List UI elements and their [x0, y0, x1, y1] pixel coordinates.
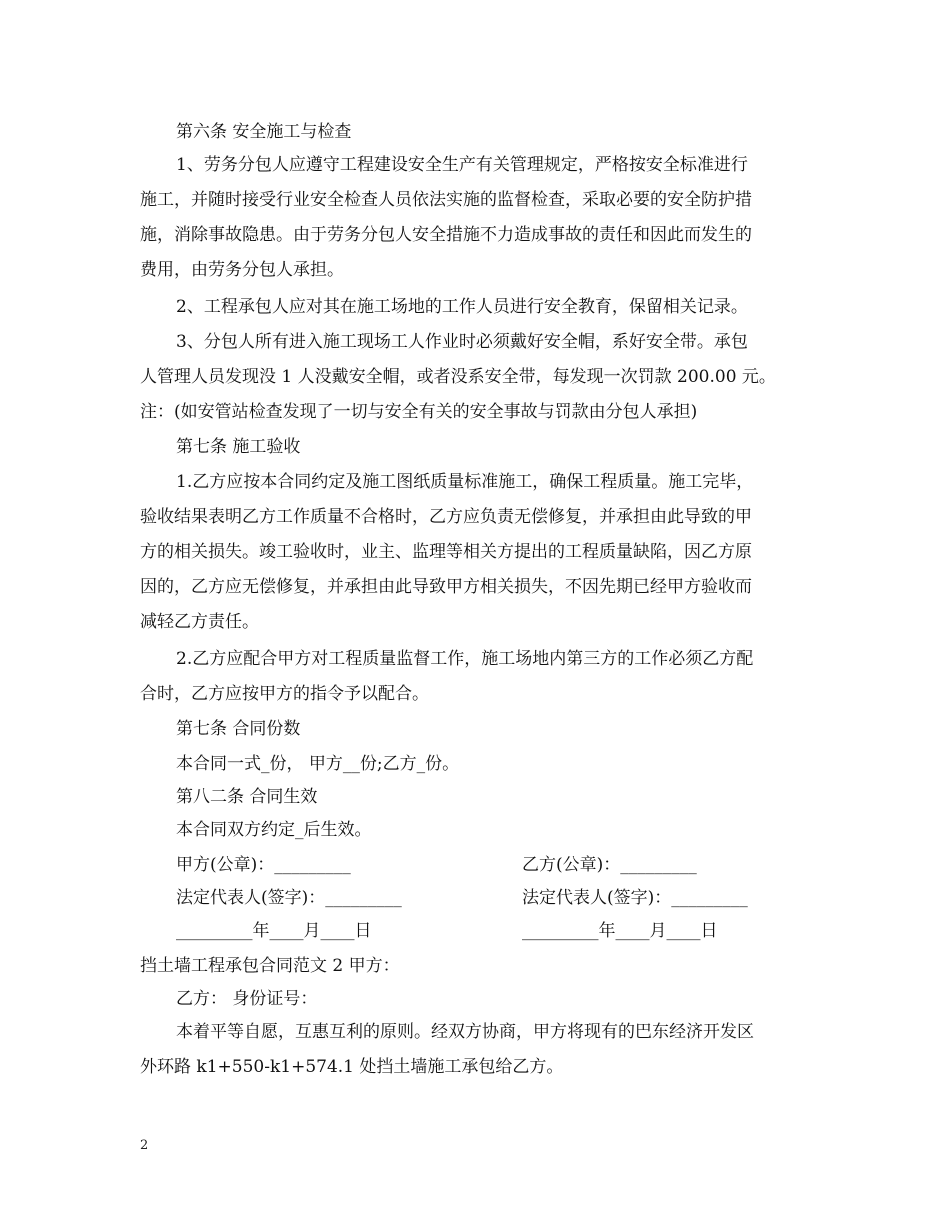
contract-2-p1-line-2: 外环路 k1+550-k1+574.1 处挡土墙施工承包给乙方。	[140, 1057, 564, 1077]
party-b-seal: 乙方(公章)：_________	[522, 855, 697, 875]
art6-p1-line-4: 费用，由劳务分包人承担。	[140, 260, 344, 280]
art7-p1-line-2: 验收结果表明乙方工作质量不合格时，乙方应负责无偿修复，并承担由此导致的甲	[140, 507, 752, 527]
art8-text: 本合同双方约定_后生效。	[176, 820, 372, 840]
party-a-date: _________年____月____日	[176, 921, 372, 941]
art7-p1-line-4: 因的，乙方应无偿修复，并承担由此导致甲方相关损失，不因先期已经甲方验收而	[140, 577, 752, 597]
art7-p2-line-2: 合时，乙方应按甲方的指令予以配合。	[140, 684, 429, 704]
art6-p1-line-2: 施工，并随时接受行业安全检查人员依法实施的监督检查，采取必要的安全防护措	[140, 190, 752, 210]
art7b-text: 本合同一式_份， 甲方__份;乙方_份。	[176, 754, 460, 774]
art6-p3-line-1: 3、分包人所有进入施工现场工人作业时必须戴好安全帽，系好安全带。承包	[176, 332, 748, 352]
art6-p1-line-1: 1、劳务分包人应遵守工程建设安全生产有关管理规定，严格按安全标准进行	[176, 155, 748, 175]
art6-p2: 2、工程承包人应对其在施工场地的工作人员进行安全教育，保留相关记录。	[176, 297, 748, 317]
contract-2-p1-line-1: 本着平等自愿，互惠互利的原则。经双方协商，甲方将现有的巴东经济开发区	[176, 1022, 754, 1042]
art6-p3-line-2: 人管理人员发现没 1 人没戴安全帽，或者没系安全带，每发现一次罚款 200.00 元。	[140, 367, 776, 387]
party-a-seal: 甲方(公章)：_________	[176, 855, 351, 875]
article-7-heading: 第七条 施工验收	[176, 437, 301, 457]
art6-p1-line-3: 施，消除事故隐患。由于劳务分包人安全措施不力造成事故的责任和因此而发生的	[140, 225, 752, 245]
party-a-representative: 法定代表人(签字)：_________	[176, 888, 402, 908]
art7-p1-line-1: 1.乙方应按本合同约定及施工图纸质量标准施工，确保工程质量。施工完毕，	[176, 472, 754, 492]
art7-p2-line-1: 2.乙方应配合甲方对工程质量监督工作，施工场地内第三方的工作必须乙方配	[176, 649, 754, 669]
art7-p1-line-5: 减轻乙方责任。	[140, 612, 259, 632]
article-8-heading: 第八二条 合同生效	[176, 787, 318, 807]
party-b-date: _________年____月____日	[522, 921, 718, 941]
art6-note: 注：(如安管站检查发现了一切与安全有关的安全事故与罚款由分包人承担)	[140, 402, 698, 422]
art7-p1-line-3: 方的相关损失。竣工验收时，业主、监理等相关方提出的工程质量缺陷，因乙方原	[140, 542, 752, 562]
article-6-heading: 第六条 安全施工与检查	[176, 122, 352, 142]
contract-2-party-b: 乙方： 身份证号：	[176, 989, 318, 1009]
party-b-representative: 法定代表人(签字)：_________	[522, 888, 748, 908]
page-number: 2	[140, 1138, 149, 1153]
article-7b-heading: 第七条 合同份数	[176, 719, 301, 739]
contract-2-title: 挡土墙工程承包合同范文 2 甲方：	[140, 956, 400, 976]
